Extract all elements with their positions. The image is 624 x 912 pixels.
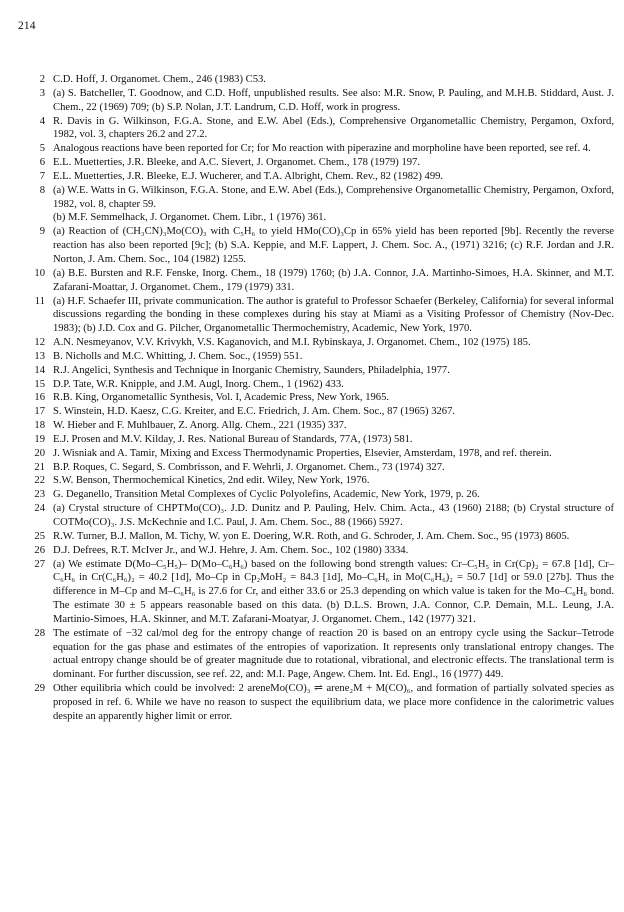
reference-text-part: C.D. Hoff, J. Organomet. Chem., 246 (1983) C53. bbox=[53, 74, 266, 85]
reference-number: 29 bbox=[34, 683, 45, 695]
reference-text-part: (a) We estimate D(Mo–C₅H₅)– D(Mo–C₆H₆) based on the following bond strength values: Cr–C₅H₅ in Cr(Cp)₂ = 67.8 [1d], Cr–C₆H₆ in Cr(C₆H₆)₂ = 40.2 [1d], Mo–Cp in Cp₂MoH₂ = 84.3 [1d], Mo–C₆H₆ in Mo(C₆H₆)₂ = 50.7 [1d] or 59.0 [27b]. Thus the difference in M–Cp and M–C₆H₆ is 27.6 for Cr, and either 33.6 or 25.3 depending on which value is taken for the Mo–C₆H₆ bond. The estimate 30 ± 5 appears reasonable based on this data. (b) D.L.S. Brown, J.A. Connor, C.P. Demain, M.L. Leung, J.A. Martinio-Simoes, H.A. Skinner, and M.T. Zafarani-Moatyar, J. Organomet. Chem., 142 (1977) 321. bbox=[53, 558, 614, 625]
reference-item bbox=[30, 433, 614, 447]
reference-item bbox=[30, 488, 614, 502]
reference-item bbox=[30, 405, 614, 419]
reference-text bbox=[53, 378, 614, 392]
reference-text bbox=[53, 336, 614, 350]
reference-item bbox=[30, 87, 614, 115]
reference-text bbox=[53, 87, 614, 115]
reference-number: 22 bbox=[34, 475, 45, 487]
reference-number: 10 bbox=[34, 267, 45, 279]
reference-text-part: E.L. Muetterties, J.R. Bleeke, E.J. Wucherer, and T.A. Albright, Chem. Rev., 82 (1982) 499. bbox=[53, 170, 444, 182]
reference-text-part: (a) B.E. Bursten and R.F. Fenske, Inorg. Chem., 18 (1979) 1760; (b) J.A. Connor, J.A. Martinho-Simoes, H.A. Skinner, and M.T. Zafarani-Moattar, J. Organomet. Chem., 179 (1979) 331. bbox=[53, 267, 614, 293]
reference-number: 23 bbox=[34, 489, 45, 501]
reference-item bbox=[30, 378, 614, 392]
reference-item bbox=[30, 558, 614, 627]
reference-text-part: S.W. Benson, Thermochemical Kinetics, 2nd edit. Wiley, New York, 1976. bbox=[53, 475, 370, 487]
reference-text bbox=[53, 156, 614, 170]
reference-text-part: A.N. Nesmeyanov, V.V. Krivykh, V.S. Kaganovich, and M.I. Rybinskaya, J. Organomet. Chem., 102 (1975) 185. bbox=[53, 337, 531, 349]
reference-text bbox=[53, 488, 614, 502]
reference-item bbox=[30, 627, 614, 682]
reference-text bbox=[53, 627, 614, 682]
reference-item bbox=[30, 295, 614, 337]
reference-text bbox=[53, 419, 614, 433]
reference-number: 18 bbox=[34, 420, 45, 432]
reference-text-part: R.J. Angelici, Synthesis and Technique in Inorganic Chemistry, Saunders, Philadelphia, 1977. bbox=[53, 364, 450, 376]
reference-text-part: Analogous reactions have been reported for Cr; for Mo reaction with piperazine and morpholine have been reported, see ref. 4. bbox=[53, 143, 591, 155]
reference-item bbox=[30, 502, 614, 530]
reference-text-part: W. Hieber and F. Muhlbauer, Z. Anorg. Allg. Chem., 221 (1935) 337. bbox=[53, 420, 347, 432]
reference-text-part: (a) Reaction of (CH₃CN)₃Mo(CO)₃ with C₅H₆ to yield HMo(CO)₃Cp in 65% yield has been reported [9b]. Recently the reverse reaction has also been reported [9c]; (b) S.A. Keppie, and M.F. Lappert, J. Chem. Soc. A., (1971) 3216; (c) R.F. Jordan and J.R. Norton, J. Am. Chem. Soc., 104 (1982) 1255. bbox=[53, 226, 614, 265]
reference-text-part: S. Winstein, H.D. Kaesz, C.G. Kreiter, and E.C. Friedrich, J. Am. Chem. Soc., 87 (1965) 3267. bbox=[53, 406, 456, 418]
reference-text-part: Other equilibria which could be involved: 2 areneMo(CO)₃ ⇌ arene₂M + M(CO)₆, and formation of partially solvated species as proposed in ref. 6. While we have no reason to suspect the equilibrium data, we place more confidence in the calorimetric values despite an apparently higher limit or error. bbox=[53, 683, 614, 722]
reference-number: 3 bbox=[39, 87, 45, 99]
reference-text-part: D.P. Tate, W.R. Knipple, and J.M. Augl, Inorg. Chem., 1 (1962) 433. bbox=[53, 378, 344, 390]
reference-text bbox=[53, 682, 614, 724]
reference-item bbox=[30, 682, 614, 724]
reference-number: 13 bbox=[34, 350, 45, 362]
reference-item bbox=[30, 115, 614, 143]
reference-text bbox=[53, 391, 614, 405]
reference-text-part: G. Deganello, Transition Metal Complexes of Cyclic Polyolefins, Academic, New York, 1979, p. 26. bbox=[53, 489, 480, 501]
reference-text bbox=[53, 502, 614, 530]
reference-number: 21 bbox=[34, 461, 45, 473]
reference-number: 11 bbox=[34, 295, 45, 307]
reference-number: 12 bbox=[34, 337, 45, 349]
reference-text bbox=[53, 350, 614, 364]
reference-text bbox=[53, 461, 614, 475]
reference-number: 20 bbox=[34, 447, 45, 459]
reference-text-part: (a) Crystal structure of CHPTMo(CO)₃. J.D. Dunitz and P. Pauling, Helv. Chim. Acta., 43 (1960) 2188; (b) Crystal structure of COTMo(CO)₃. J.S. McKechnie and I.C. Paul, J. Am. Chem. Soc., 88 (1966) 5927. bbox=[53, 503, 614, 528]
reference-text-part: (b) M.F. Semmelhack, J. Organomet. Chem. Libr., 1 (1976) 361. bbox=[53, 212, 327, 224]
reference-item bbox=[30, 336, 614, 350]
reference-item bbox=[30, 73, 614, 87]
reference-text bbox=[53, 364, 614, 378]
reference-text bbox=[53, 142, 614, 156]
reference-number: 14 bbox=[34, 364, 45, 376]
reference-item bbox=[30, 170, 614, 184]
reference-list bbox=[30, 73, 614, 724]
reference-text-part: (a) S. Batcheller, T. Goodnow, and C.D. Hoff, unpublished results. See also: M.R. Snow, P. Pauling, and M.H.B. Stiddard, Aust. J. Chem., 22 (1969) 709; (b) S.P. Nolan, J.T. Landrum, C.D. Hoff, work in progress. bbox=[53, 87, 614, 113]
reference-text-part: J. Wisniak and A. Tamir, Mixing and Excess Thermodynamic Properties, Elsevier, Amsterdam, 1978, and ref. therein. bbox=[53, 447, 552, 459]
reference-text bbox=[53, 184, 614, 226]
reference-text-part: D.J. Defrees, R.T. McIver Jr., and W.J. Hehre, J. Am. Chem. Soc., 102 (1980) 3334. bbox=[53, 544, 409, 556]
reference-text-part: R.W. Turner, B.J. Mallon, M. Tichy, W. yon E. Doering, W.R. Roth, and G. Schroder, J. Am. Chem. Soc., 95 (1973) 8605. bbox=[53, 530, 570, 542]
reference-text bbox=[53, 544, 614, 558]
reference-number: 2 bbox=[39, 74, 45, 85]
reference-item bbox=[30, 530, 614, 544]
reference-item bbox=[30, 267, 614, 295]
reference-number: 8 bbox=[39, 184, 45, 196]
reference-item bbox=[30, 184, 614, 226]
reference-number: 17 bbox=[34, 406, 45, 418]
reference-text bbox=[53, 225, 614, 267]
reference-item bbox=[30, 142, 614, 156]
reference-text bbox=[53, 115, 614, 143]
reference-text-part: R.B. King, Organometallic Synthesis, Vol. I, Academic Press, New York, 1965. bbox=[53, 392, 390, 404]
page-number: 214 bbox=[18, 20, 36, 32]
reference-text bbox=[53, 405, 614, 419]
reference-text-part: E.J. Prosen and M.V. Kilday, J. Res. National Bureau of Standards, 77A, (1973) 581. bbox=[53, 433, 413, 445]
reference-item bbox=[30, 419, 614, 433]
reference-number: 27 bbox=[34, 558, 45, 570]
reference-number: 5 bbox=[39, 143, 45, 155]
reference-text-part: E.L. Muetterties, J.R. Bleeke, and A.C. Sievert, J. Organomet. Chem., 178 (1979) 197. bbox=[53, 157, 420, 169]
reference-number: 24 bbox=[34, 503, 45, 515]
reference-item bbox=[30, 156, 614, 170]
reference-text bbox=[53, 170, 614, 184]
reference-item bbox=[30, 225, 614, 267]
reference-text bbox=[53, 558, 614, 627]
reference-text-part: B.P. Roques, C. Segard, S. Combrisson, and F. Wehrli, J. Organomet. Chem., 73 (1974) 327. bbox=[53, 461, 445, 473]
reference-text bbox=[53, 73, 614, 87]
reference-number: 6 bbox=[39, 157, 45, 169]
reference-text-part: B. Nicholls and M.C. Whitting, J. Chem. Soc., (1959) 551. bbox=[53, 350, 303, 362]
reference-number: 16 bbox=[34, 392, 45, 404]
reference-number: 15 bbox=[34, 378, 45, 390]
reference-text bbox=[53, 530, 614, 544]
reference-item bbox=[30, 474, 614, 488]
reference-item bbox=[30, 544, 614, 558]
reference-text-part: (a) W.E. Watts in G. Wilkinson, F.G.A. Stone, and E.W. Abel (Eds.), Comprehensive Organometallic Chemistry, Pergamon, Oxford, 1982, vol. 8, chapter 59. bbox=[53, 184, 614, 210]
reference-text bbox=[53, 433, 614, 447]
reference-text bbox=[53, 447, 614, 461]
reference-item bbox=[30, 364, 614, 378]
reference-text bbox=[53, 474, 614, 488]
reference-number: 4 bbox=[39, 115, 45, 127]
reference-item bbox=[30, 350, 614, 364]
reference-item bbox=[30, 447, 614, 461]
reference-text bbox=[53, 267, 614, 295]
reference-number: 9 bbox=[39, 226, 45, 238]
reference-number: 7 bbox=[39, 170, 45, 182]
reference-number: 28 bbox=[34, 627, 45, 639]
reference-text-part: (a) H.F. Schaefer III, private communication. The author is grateful to Professor Schaefer (Berkeley, California) for several informal discussions regarding the bonding in these complexes during his stay at Miami as a Visiting Professor of Chemistry (Nov-Dec. 1983); (b) J.D. Cox and G. Pilcher, Organometallic Thermochemistry, Academic, New York, 1970. bbox=[53, 295, 614, 335]
reference-text-part: The estimate of −32 cal/mol deg for the entropy change of reaction 20 is based on an entropy cycle using the Sackur–Tetrode equation for the gas phase and estimates of the entropies of vaporization. It represents only translational entropy changes. The actual entropy change should be of greater magnitude due to rotational, vibrational, and electronic effects. The translational term is dominant. For further discussion, see ref. 22, and: M.I. Page, Angew. Chem. Int. Ed. Engl., 16 (1977) 449. bbox=[53, 627, 614, 681]
reference-item bbox=[30, 391, 614, 405]
reference-text bbox=[53, 295, 614, 337]
reference-number: 25 bbox=[34, 530, 45, 542]
reference-text-part: R. Davis in G. Wilkinson, F.G.A. Stone, and E.W. Abel (Eds.), Comprehensive Organometallic Chemistry, Pergamon, Oxford, 1982, vol. 3, chapters 26.2 and 27.2. bbox=[53, 115, 614, 141]
reference-number: 19 bbox=[34, 433, 45, 445]
reference-item bbox=[30, 461, 614, 475]
reference-number: 26 bbox=[34, 544, 45, 556]
